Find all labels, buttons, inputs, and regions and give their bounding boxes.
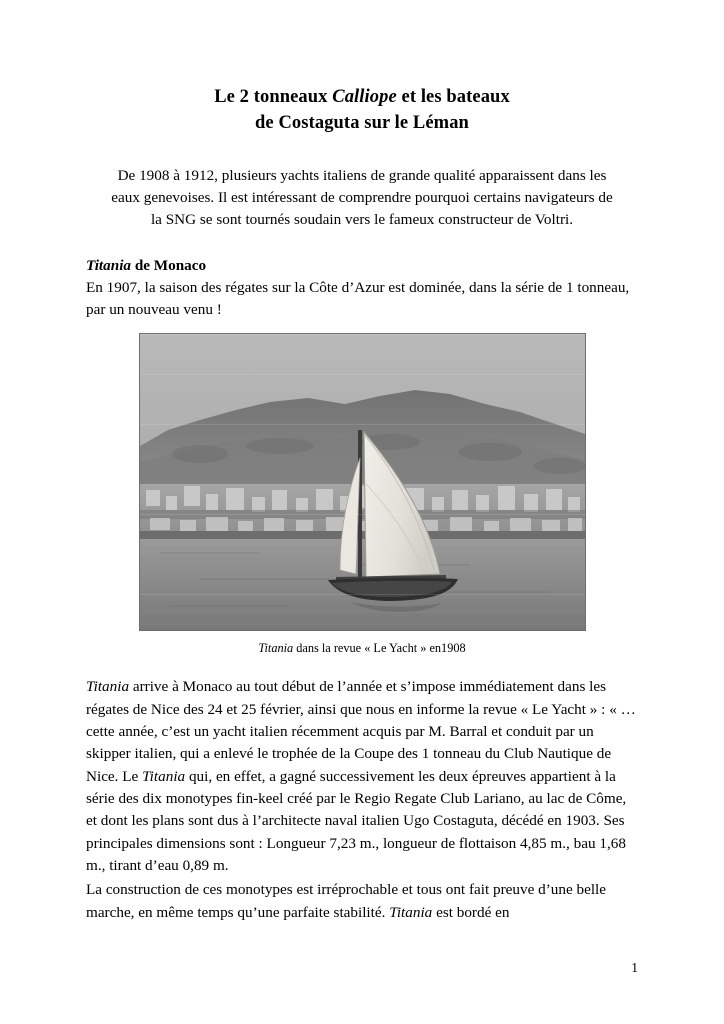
main-paragraph-1-text-2: qui, en effet, a gagné successivement les deux épreuves appartient à la série des dix monotypes fin-keel créé par le Regio Regate Club Lariano, au lac de Côme, et dont les plans sont dus à l’architecte naval italien Ugo Costaguta, décédé en 1903. Ses principales dimensions sont : Longueur 7,23 m., longueur de flottaison 4,85 m., bau 1,68 m., tirant d’eau 0,89 m.	[86, 767, 627, 875]
figure-caption	[86, 641, 638, 656]
main-paragraph-2	[86, 879, 638, 924]
figure-caption-italic: Titania	[258, 641, 294, 656]
figure-caption-rest: dans la revue « Le Yacht » en1908	[293, 641, 466, 656]
main-paragraph-1	[86, 676, 638, 877]
sailboat-photo-graphic	[140, 334, 585, 630]
sailboat-photo	[139, 333, 586, 631]
main-paragraph-2-italic-1: Titania	[389, 903, 433, 921]
section-lead-paragraph: En 1907, la saison des régates sur la Côte d’Azur est dominée, dans la série de 1 tonneau, par un nouveau venu !	[86, 278, 630, 318]
page-number: 1	[631, 960, 638, 975]
main-paragraph-2-text-2: est bordé en	[432, 903, 510, 921]
main-paragraph-1-text-1: arrive à Monaco au tout début de l’année et s’impose immédiatement dans les régates de Nice des 24 et 25 février, ainsi que nous en informe la revue « Le Yacht » : « …cette année, c’est un yacht italien récemment acquis par M. Barral et conduit par un skipper italien, qui a enlevé le trophée de la Coupe des 1 tonneau du Club Nautique de Nice. Le	[86, 678, 636, 785]
title-line1-post: et les bateaux	[396, 87, 510, 107]
main-text-block	[86, 676, 638, 924]
title-line2: de Costaguta sur le Léman	[255, 113, 469, 134]
main-paragraph-1-italic-2: Titania	[142, 767, 186, 785]
title-line1-italic: Calliope	[332, 87, 397, 107]
title-line1-pre: Le 2 tonneaux	[214, 87, 333, 107]
section-heading	[86, 257, 638, 275]
main-paragraph-2-text-1: La construction de ces monotypes est irréprochable et tous ont fait preuve d’une belle marche, en même temps qu’une parfaite stabilité.	[86, 881, 606, 921]
main-paragraph-1-italic-1: Titania	[86, 678, 130, 696]
figure	[86, 333, 638, 656]
section-heading-rest: de Monaco	[131, 256, 207, 274]
page-title	[86, 84, 638, 137]
intro-paragraph: De 1908 à 1912, plusieurs yachts italiens de grande qualité apparaissent dans les eaux genevoises. Il est intéressant de comprendre pourquoi certains navigateurs de la SNG se sont tournés soudain vers le fameux constructeur de Voltri.	[111, 166, 613, 228]
section-heading-italic: Titania	[86, 256, 132, 274]
